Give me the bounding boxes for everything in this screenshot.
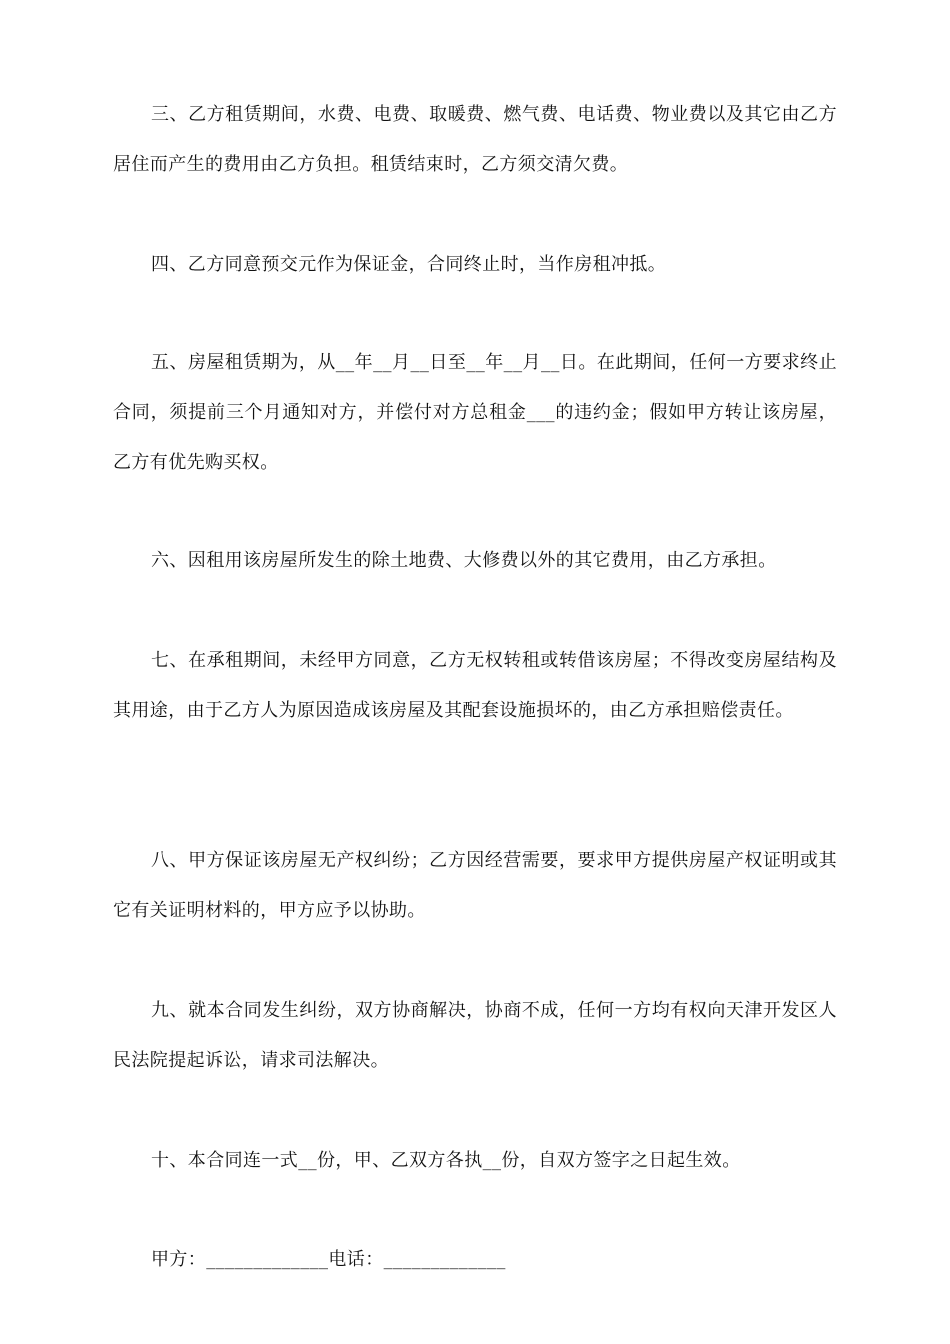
clause-6-other-fees: 六、因租用该房屋所发生的除土地费、大修费以外的其它费用，由乙方承担。: [151, 550, 777, 571]
clause-9-disputes: 九、就本合同发生纠纷，双方协商解决，协商不成，任何一方均有权向天津开发区人民法院提起诉讼，请求司法解决。: [113, 1000, 837, 1071]
clause-3-utilities: 三、乙方租赁期间，水费、电费、取暖费、燃气费、电话费、物业费以及其它由乙方居住而产生的费用由乙方负担。租赁结束时，乙方须交清欠费。: [113, 104, 837, 175]
clause-7-sublet: 七、在承租期间，未经甲方同意，乙方无权转租或转借该房屋；不得改变房屋结构及其用途，由于乙方人为原因造成该房屋及其配套设施损坏的，由乙方承担赔偿责任。: [113, 650, 837, 721]
clause-4-deposit: 四、乙方同意预交元作为保证金，合同终止时，当作房租冲抵。: [151, 254, 667, 275]
clause-10-copies: 十、本合同连一式__份，甲、乙双方各执__份，自双方签字之日起生效。: [151, 1150, 741, 1171]
clause-5-lease-term: 五、房屋租赁期为，从__年__月__日至__年__月__日。在此期间，任何一方要求终止合同，须提前三个月通知对方，并偿付对方总租金___的违约金；假如甲方转让该房屋，乙方有优先购买权。: [113, 352, 837, 473]
clause-8-property-rights: 八、甲方保证该房屋无产权纠纷；乙方因经营需要，要求甲方提供房屋产权证明或其它有关证明材料的，甲方应予以协助。: [113, 850, 837, 921]
party-a-signature-line: 甲方：_____________电话：_____________: [151, 1249, 506, 1270]
